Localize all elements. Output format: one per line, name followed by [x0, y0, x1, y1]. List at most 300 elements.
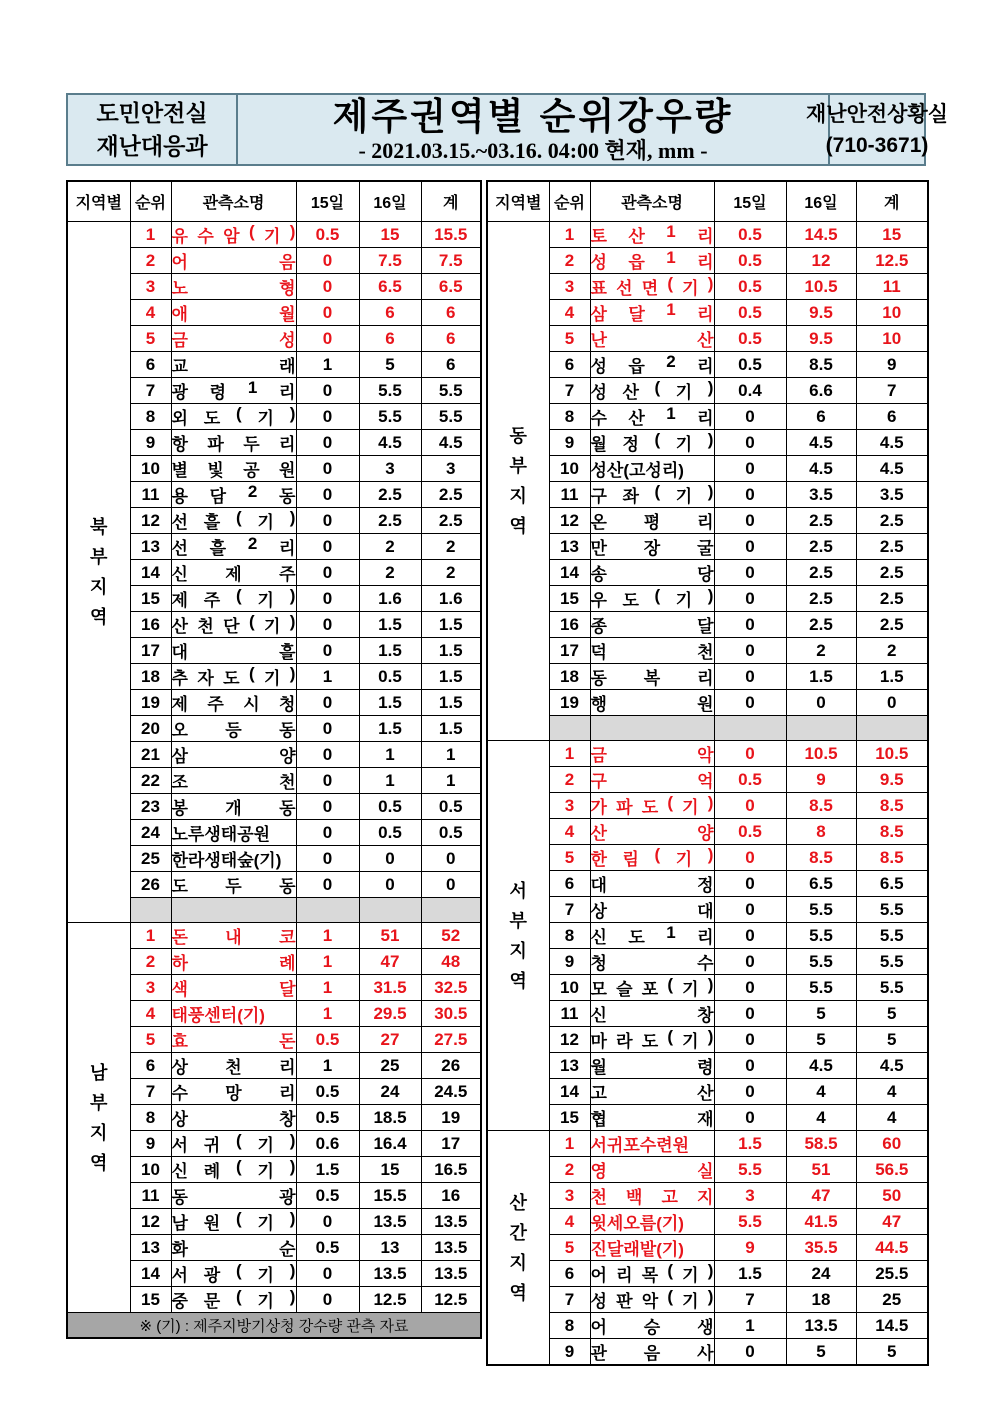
station-name-char: 승	[643, 1318, 661, 1338]
station-name-char: 천	[225, 1058, 242, 1078]
station-name-char: 등	[225, 721, 242, 740]
station-name-text	[172, 1235, 296, 1260]
station-name	[590, 456, 714, 482]
day16-value: 35.5	[786, 1235, 856, 1261]
station-name-char: 마	[590, 1032, 607, 1052]
station-name-text	[172, 1209, 296, 1234]
empty-cell	[590, 716, 714, 741]
station-name	[171, 222, 296, 248]
day15-value: 0.5	[296, 222, 359, 248]
total-value: 2.5	[421, 508, 481, 534]
rank-cell: 2	[130, 248, 171, 274]
rank-cell: 12	[549, 1027, 590, 1053]
station-name	[590, 1313, 714, 1339]
station-name-char: 관	[590, 1344, 607, 1364]
total-value: 0	[856, 690, 928, 716]
station-name	[590, 1053, 714, 1079]
station-name	[171, 872, 296, 898]
table-row	[67, 1131, 481, 1157]
station-name-char: 억	[697, 772, 714, 792]
station-name-text	[591, 767, 714, 792]
table-row	[487, 274, 928, 300]
table-row	[67, 612, 481, 638]
station-name	[590, 1183, 714, 1209]
station-name	[590, 897, 714, 923]
station-name	[171, 690, 296, 716]
rank-cell: 6	[549, 871, 590, 897]
station-name-text	[591, 845, 714, 870]
station-name	[590, 1105, 714, 1131]
station-name-char: (	[654, 378, 661, 397]
table-row	[67, 352, 481, 378]
table-row	[487, 793, 928, 819]
rainfall-table-left	[66, 180, 482, 1339]
station-name-char: 동	[279, 799, 296, 818]
table-row	[487, 1027, 928, 1053]
total-value: 1	[421, 742, 481, 768]
station-name-char: 1	[247, 378, 258, 397]
region-label-mountain	[487, 1131, 549, 1366]
rank-cell: 1	[130, 923, 171, 949]
day15-value: 5.5	[714, 1209, 786, 1235]
day16-value: 2.5	[786, 508, 856, 534]
day16-value: 4	[786, 1079, 856, 1105]
station-name-text: 태풍센터(기)	[171, 1006, 265, 1026]
station-name-text	[591, 638, 714, 663]
station-name-char: 산	[622, 383, 639, 402]
station-name-char: 생	[697, 1318, 714, 1338]
day16-value: 2.5	[359, 482, 421, 508]
station-name-text	[591, 560, 714, 585]
total-value: 44.5	[856, 1235, 928, 1261]
table-row	[487, 767, 928, 793]
rank-cell: 10	[130, 1157, 171, 1183]
station-name-char: 악	[697, 746, 714, 766]
rank-cell: 2	[130, 949, 171, 975]
rank-cell: 20	[130, 716, 171, 742]
rank-cell: 3	[130, 975, 171, 1001]
table-row	[67, 326, 481, 352]
day15-value: 1	[296, 1001, 359, 1027]
day15-value: 0	[714, 534, 786, 560]
station-name	[171, 300, 296, 326]
station-name-char: 도	[223, 669, 240, 688]
station-name-char: )	[707, 845, 714, 865]
empty-cell	[786, 716, 856, 741]
station-name-char: 수	[171, 1084, 188, 1104]
station-name	[171, 1157, 296, 1183]
station-name	[171, 508, 296, 534]
rank-cell: 3	[549, 1183, 590, 1209]
region-label-char: 북	[90, 517, 108, 538]
table-row	[487, 430, 928, 456]
rank-cell: 8	[130, 1105, 171, 1131]
day16-value: 10.5	[786, 741, 856, 767]
station-name-text	[591, 378, 714, 403]
station-name-char: 1	[666, 300, 676, 319]
day16-value: 2.5	[786, 586, 856, 612]
station-name-char: 좌	[622, 487, 639, 506]
station-name-char: 월	[590, 435, 607, 454]
station-name-char: 기	[257, 513, 274, 532]
day15-value: 0	[296, 274, 359, 300]
station-name-char: 달	[279, 980, 296, 1000]
station-name-char: 음	[643, 1344, 661, 1364]
rank-cell: 1	[549, 741, 590, 767]
station-name-char: )	[289, 404, 296, 423]
station-name-char: 제	[171, 695, 188, 714]
station-name-char: )	[707, 274, 714, 293]
station-name-char: 천	[697, 643, 714, 662]
station-name-text: 노루생태공원	[171, 825, 271, 844]
station-name-char: 리	[697, 357, 714, 376]
station-name-text	[591, 352, 714, 377]
region-label-char: 역	[90, 1152, 108, 1173]
station-name	[171, 482, 296, 508]
station-name-char: 기	[257, 1292, 274, 1312]
station-name-text	[172, 508, 296, 533]
station-name	[590, 352, 714, 378]
station-name-char: 광	[279, 1188, 296, 1208]
day15-value: 0.5	[296, 1027, 359, 1053]
col-rank: 순위	[130, 181, 171, 222]
station-name	[171, 638, 296, 664]
rank-cell: 2	[549, 248, 590, 274]
station-name-char: 토	[590, 227, 607, 246]
station-name	[171, 1209, 296, 1235]
station-name-char: 암	[223, 227, 240, 246]
day16-value: 8	[786, 819, 856, 845]
total-value: 6	[421, 300, 481, 326]
station-name-text	[172, 456, 296, 481]
station-name-char: 성	[590, 1292, 607, 1312]
total-value: 5	[856, 1001, 928, 1027]
station-name	[590, 326, 714, 352]
station-name	[590, 767, 714, 793]
station-name-char: 리	[616, 1266, 633, 1286]
day15-value: 0	[714, 586, 786, 612]
table-row	[67, 638, 481, 664]
day16-value: 2	[359, 534, 421, 560]
station-name-char: 사	[697, 1344, 714, 1364]
station-name-text	[172, 222, 296, 247]
col-day15: 15일	[714, 181, 786, 222]
day16-value: 5.5	[786, 897, 856, 923]
day16-value: 1.5	[359, 716, 421, 742]
station-name-char: (	[667, 1027, 673, 1047]
table-row	[67, 1001, 481, 1027]
day16-value: 6.5	[359, 274, 421, 300]
station-name	[590, 274, 714, 300]
station-name	[171, 404, 296, 430]
rank-cell: 22	[130, 768, 171, 794]
report-header	[66, 93, 949, 166]
rank-cell: 4	[549, 300, 590, 326]
day16-value: 1.5	[359, 612, 421, 638]
station-name-char: 광	[203, 1266, 221, 1286]
station-name-text	[172, 768, 296, 793]
station-name-char: 금	[171, 331, 188, 350]
day15-value: 0	[714, 741, 786, 767]
day16-value: 8.5	[786, 845, 856, 871]
empty-cell	[421, 898, 481, 923]
station-name-text	[172, 430, 296, 455]
rank-cell: 7	[549, 378, 590, 404]
station-name-text	[591, 923, 714, 948]
station-name-char: (	[236, 508, 242, 527]
total-value: 5	[856, 1339, 928, 1366]
station-name-text	[591, 690, 714, 715]
station-name-char: 산	[628, 227, 645, 246]
total-value: 1.6	[421, 586, 481, 612]
title-box	[238, 95, 828, 164]
empty-cell	[171, 898, 296, 923]
source-note: ※ (기) : 제주지방기상청 강수량 관측 자료	[67, 1313, 481, 1339]
day16-value: 6.6	[786, 378, 856, 404]
table-header-row	[67, 181, 481, 222]
region-label-char: 남	[90, 1062, 108, 1083]
total-value: 2.5	[856, 612, 928, 638]
rank-cell: 8	[549, 404, 590, 430]
station-name	[171, 560, 296, 586]
rank-cell: 26	[130, 872, 171, 898]
total-value: 4.5	[856, 456, 928, 482]
region-label-west	[487, 741, 549, 1131]
station-name-char: )	[289, 1209, 296, 1229]
station-name-char: 성	[590, 357, 607, 376]
total-value: 5.5	[856, 949, 928, 975]
total-value: 13.5	[421, 1235, 481, 1261]
station-name-char: 2	[247, 534, 258, 553]
total-value: 6	[421, 326, 481, 352]
day15-value: 0	[714, 1001, 786, 1027]
total-value: 47	[856, 1209, 928, 1235]
rainfall-table-right	[486, 180, 929, 1366]
station-name-char: 기	[675, 435, 693, 454]
rank-cell: 3	[549, 793, 590, 819]
day16-value: 14.5	[786, 222, 856, 248]
station-name-char: (	[654, 586, 661, 605]
station-name-char: (	[654, 482, 661, 501]
station-name-char: 도	[203, 409, 221, 428]
day16-value: 4	[786, 1105, 856, 1131]
report-period: - 2021.03.15.~03.16. 04:00 현재, mm -	[358, 138, 708, 163]
station-name-text	[591, 819, 714, 844]
station-name-char: 상	[171, 1110, 188, 1130]
total-value: 32.5	[421, 975, 481, 1001]
station-name	[171, 768, 296, 794]
station-name	[171, 716, 296, 742]
station-name-text	[591, 1079, 714, 1104]
station-name-char: 상	[171, 1058, 188, 1078]
day15-value: 0	[714, 949, 786, 975]
station-name-char: 신	[590, 928, 607, 948]
station-name-char: )	[707, 1287, 714, 1307]
station-name-char: )	[707, 1027, 714, 1047]
station-name-char: 성	[590, 253, 607, 272]
total-value: 9	[856, 352, 928, 378]
station-name-char: 동	[279, 721, 296, 740]
table-row	[67, 820, 481, 846]
station-name-char: (	[667, 274, 673, 293]
station-name-text	[172, 326, 296, 351]
station-name-char: 읍	[628, 357, 645, 376]
table-row	[67, 300, 481, 326]
station-name-char: 기	[682, 980, 699, 1000]
total-value: 52	[421, 923, 481, 949]
empty-cell	[856, 716, 928, 741]
total-value: 16	[421, 1183, 481, 1209]
day15-value: 0	[714, 560, 786, 586]
table-row	[487, 897, 928, 923]
station-name-char: 송	[590, 565, 607, 584]
station-name-char: )	[289, 1157, 296, 1177]
day15-value: 7	[714, 1287, 786, 1313]
table-row	[67, 378, 481, 404]
day15-value: 0.5	[714, 248, 786, 274]
page-title: 제주권역별 순위강우량	[332, 96, 734, 137]
day16-value: 5.5	[359, 378, 421, 404]
day16-value: 4.5	[359, 430, 421, 456]
table-row	[487, 1001, 928, 1027]
total-value: 25.5	[856, 1261, 928, 1287]
day16-value: 5	[786, 1001, 856, 1027]
station-name	[590, 1001, 714, 1027]
table-row	[67, 949, 481, 975]
total-value: 11	[856, 274, 928, 300]
rank-cell: 8	[549, 1313, 590, 1339]
station-name-char: 평	[643, 513, 661, 532]
day15-value: 0	[714, 482, 786, 508]
rank-cell: 13	[549, 534, 590, 560]
station-name-char: 외	[171, 409, 188, 428]
station-name	[171, 534, 296, 560]
table-row	[487, 975, 928, 1001]
station-name-text	[172, 638, 296, 663]
station-name	[171, 1287, 296, 1313]
station-name	[171, 430, 296, 456]
day15-value: 0	[714, 1339, 786, 1366]
rank-cell: 5	[130, 1027, 171, 1053]
station-name-char: 대	[590, 876, 607, 896]
station-name-char: 원	[203, 1214, 221, 1234]
total-value: 15.5	[421, 222, 481, 248]
day16-value: 29.5	[359, 1001, 421, 1027]
table-row	[67, 222, 481, 248]
station-name	[590, 1131, 714, 1157]
table-header-row	[487, 181, 928, 222]
station-name	[590, 482, 714, 508]
station-name	[171, 248, 296, 274]
total-value: 8.5	[856, 819, 928, 845]
rank-cell: 9	[130, 430, 171, 456]
table-row	[487, 352, 928, 378]
day16-value: 25	[359, 1053, 421, 1079]
total-value: 8.5	[856, 845, 928, 871]
total-value: 6.5	[421, 274, 481, 300]
rank-cell: 6	[549, 352, 590, 378]
station-name	[171, 846, 296, 872]
day16-value: 13	[359, 1235, 421, 1261]
station-name-text	[591, 1001, 714, 1026]
table-row	[487, 300, 928, 326]
total-value: 4.5	[421, 430, 481, 456]
total-value: 1.5	[421, 664, 481, 690]
station-name-char: 청	[279, 695, 296, 714]
station-name-char: 림	[622, 850, 639, 870]
station-name-char: 유	[171, 227, 188, 246]
station-name-text	[172, 482, 296, 507]
day15-value: 0	[296, 378, 359, 404]
rank-cell: 4	[549, 819, 590, 845]
station-name-char: 리	[697, 669, 714, 688]
day15-value: 0	[296, 482, 359, 508]
station-name-char: (	[236, 1287, 242, 1307]
station-name-char: 기	[257, 591, 274, 610]
table-row	[487, 1261, 928, 1287]
station-name-char: 산	[171, 617, 188, 636]
station-name-char: 모	[590, 980, 607, 1000]
station-name	[171, 1027, 296, 1053]
region-label-char: 지	[90, 577, 108, 598]
station-name-char: 기	[263, 617, 281, 636]
day15-value: 0	[296, 1287, 359, 1313]
day16-value: 12.5	[359, 1287, 421, 1313]
rank-cell: 7	[549, 897, 590, 923]
station-name-char: (	[667, 1261, 673, 1281]
station-name-char: 음	[279, 253, 296, 272]
table-row	[67, 716, 481, 742]
station-name-char: 중	[171, 1292, 188, 1312]
day16-value: 6	[359, 326, 421, 352]
col-station: 관측소명	[590, 181, 714, 222]
station-name-char: 돈	[279, 1032, 296, 1052]
station-name-text	[172, 1157, 296, 1182]
rank-cell: 12	[130, 508, 171, 534]
station-name-char: 달	[628, 305, 645, 324]
rank-cell: 2	[549, 1157, 590, 1183]
table-row	[487, 1339, 928, 1366]
rank-cell: 13	[130, 1235, 171, 1261]
station-name-char: (	[667, 793, 673, 813]
day16-value: 1.6	[359, 586, 421, 612]
station-name-char: 기	[675, 487, 693, 506]
station-name-text	[172, 1079, 296, 1104]
day15-value: 0	[296, 768, 359, 794]
station-name	[590, 586, 714, 612]
station-name-char: 제	[171, 591, 188, 610]
total-value: 2	[421, 560, 481, 586]
station-name-char: 문	[203, 1292, 221, 1312]
station-name-char: 성	[590, 383, 607, 402]
day15-value: 0	[296, 1209, 359, 1235]
table-row	[487, 1157, 928, 1183]
rank-cell: 15	[549, 1105, 590, 1131]
col-day16: 16일	[359, 181, 421, 222]
table-row	[67, 1079, 481, 1105]
day15-value: 0	[296, 820, 359, 846]
station-name-char: 성	[279, 331, 296, 350]
rank-cell: 10	[549, 975, 590, 1001]
day15-value: 0.5	[714, 326, 786, 352]
station-name-char: 복	[643, 669, 661, 688]
station-name-char: (	[667, 975, 673, 995]
rank-cell: 16	[549, 612, 590, 638]
day16-value: 5.5	[786, 975, 856, 1001]
day15-value: 5.5	[714, 1157, 786, 1183]
day16-value: 1	[359, 768, 421, 794]
total-value: 10	[856, 326, 928, 352]
